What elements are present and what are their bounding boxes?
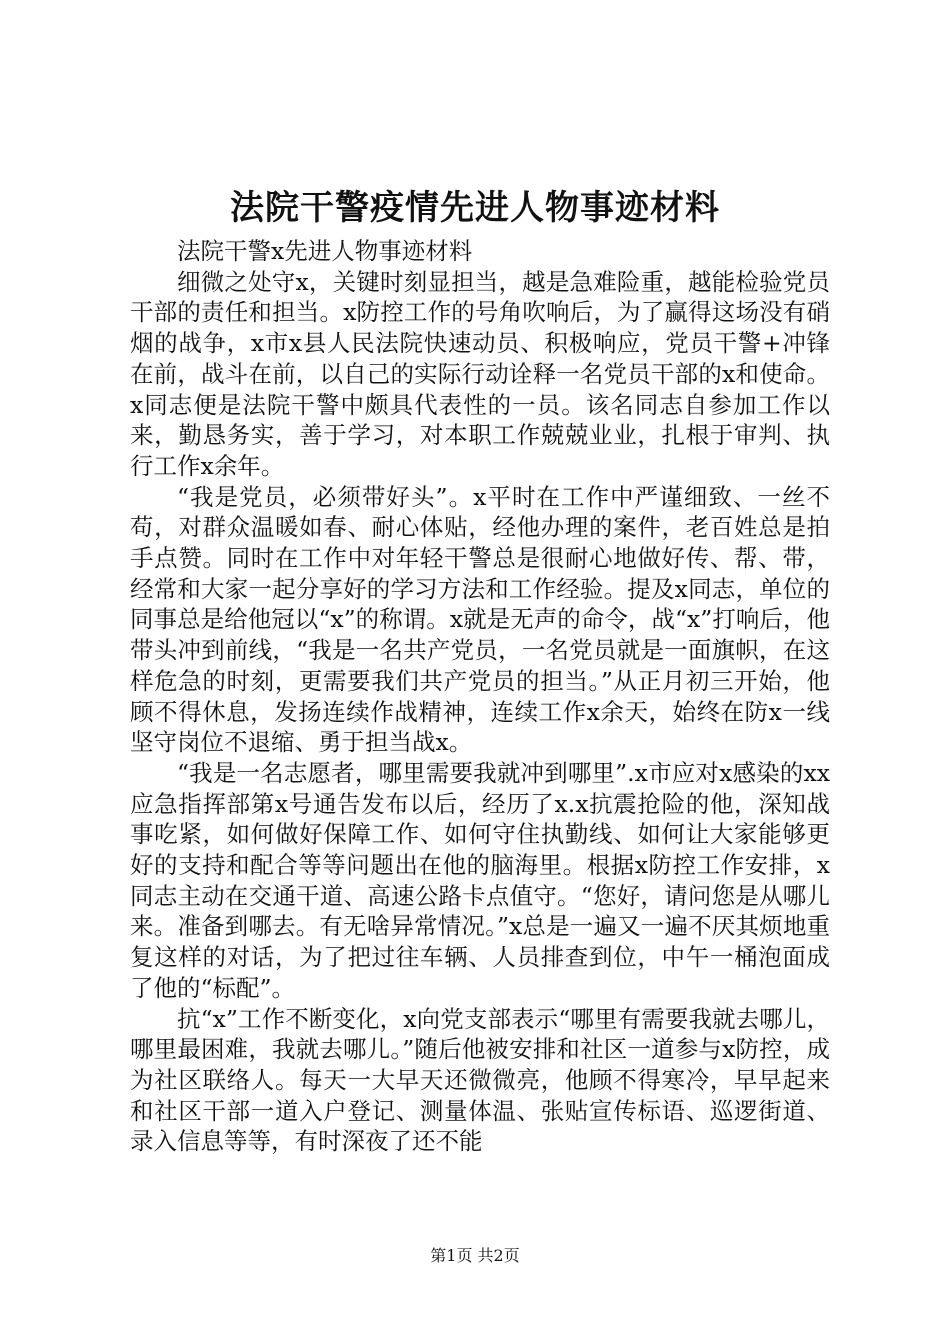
document-body: [130, 236, 830, 1157]
paragraph-4: 抗“x”工作不断变化，x向党支部表示“哪里有需要我就去哪儿，哪里最困难，我就去哪儿。”随后他被安排和社区一道参与x防控，成为社区联络人。每天一大早天还微微亮，他顾不得寒冷，早早起来和社区干部一道入户登记、测量体温、张贴宣传标语、巡逻街道、录入信息等等，有时深夜了还不能: [130, 1004, 830, 1156]
page-number-footer: 第1页 共2页: [430, 1246, 520, 1265]
paragraph-1: 细微之处守x，关键时刻显担当，越是急难险重，越能检验党员干部的责任和担当。x防控工作的号角吹响后，为了赢得这场没有硝烟的战争，x市x县人民法院快速动员、积极响应，党员干警+冲锋在前，战斗在前，以自己的实际行动诠释一名党员干部的x和使命。x同志便是法院干警中颇具代表性的一员。该名同志自参加工作以来，勤恳务实，善于学习，对本职工作兢兢业业，扎根于审判、执行工作x余年。: [130, 267, 830, 480]
paragraph-3: “我是一名志愿者，哪里需要我就冲到哪里”.x市应对x感染的xx应急指挥部第x号通告发布以后，经历了x.x抗震抢险的他，深知战事吃紧，如何做好保障工作、如何守住执勤线、如何让大家能够更好的支持和配合等等问题出在他的脑海里。根据x防控工作安排，x同志主动在交通干道、高速公路卡点值守。“您好，请问您是从哪儿来。准备到哪去。有无啥异常情况。”x总是一遍又一遍不厌其烦地重复这样的对话，为了把过往车辆、人员排查到位，中午一桶泡面成了他的“标配”。: [130, 758, 830, 1002]
paragraph-2: “我是党员，必须带好头”。x平时在工作中严谨细致、一丝不苟，对群众温暖如春、耐心体贴，经他办理的案件，老百姓总是拍手点赞。同时在工作中对年轻干警总是很耐心地做好传、帮、带，经常和大家一起分享好的学习方法和工作经验。提及x同志，单位的同事总是给他冠以“x”的称谓。x就是无声的命令，战“x”打响后，他带头冲到前线，“我是一名共产党员，一名党员就是一面旗帜，在这样危急的时刻，更需要我们共产党员的担当。”从正月初三开始，他顾不得休息，发扬连续作战精神，连续工作x余天，始终在防x一线坚守岗位不退缩、勇于担当战x。: [130, 482, 830, 757]
document-subtitle: 法院干警x先进人物事迹材料: [177, 237, 473, 265]
document-title: 法院干警疫情先进人物事迹材料: [230, 188, 720, 228]
